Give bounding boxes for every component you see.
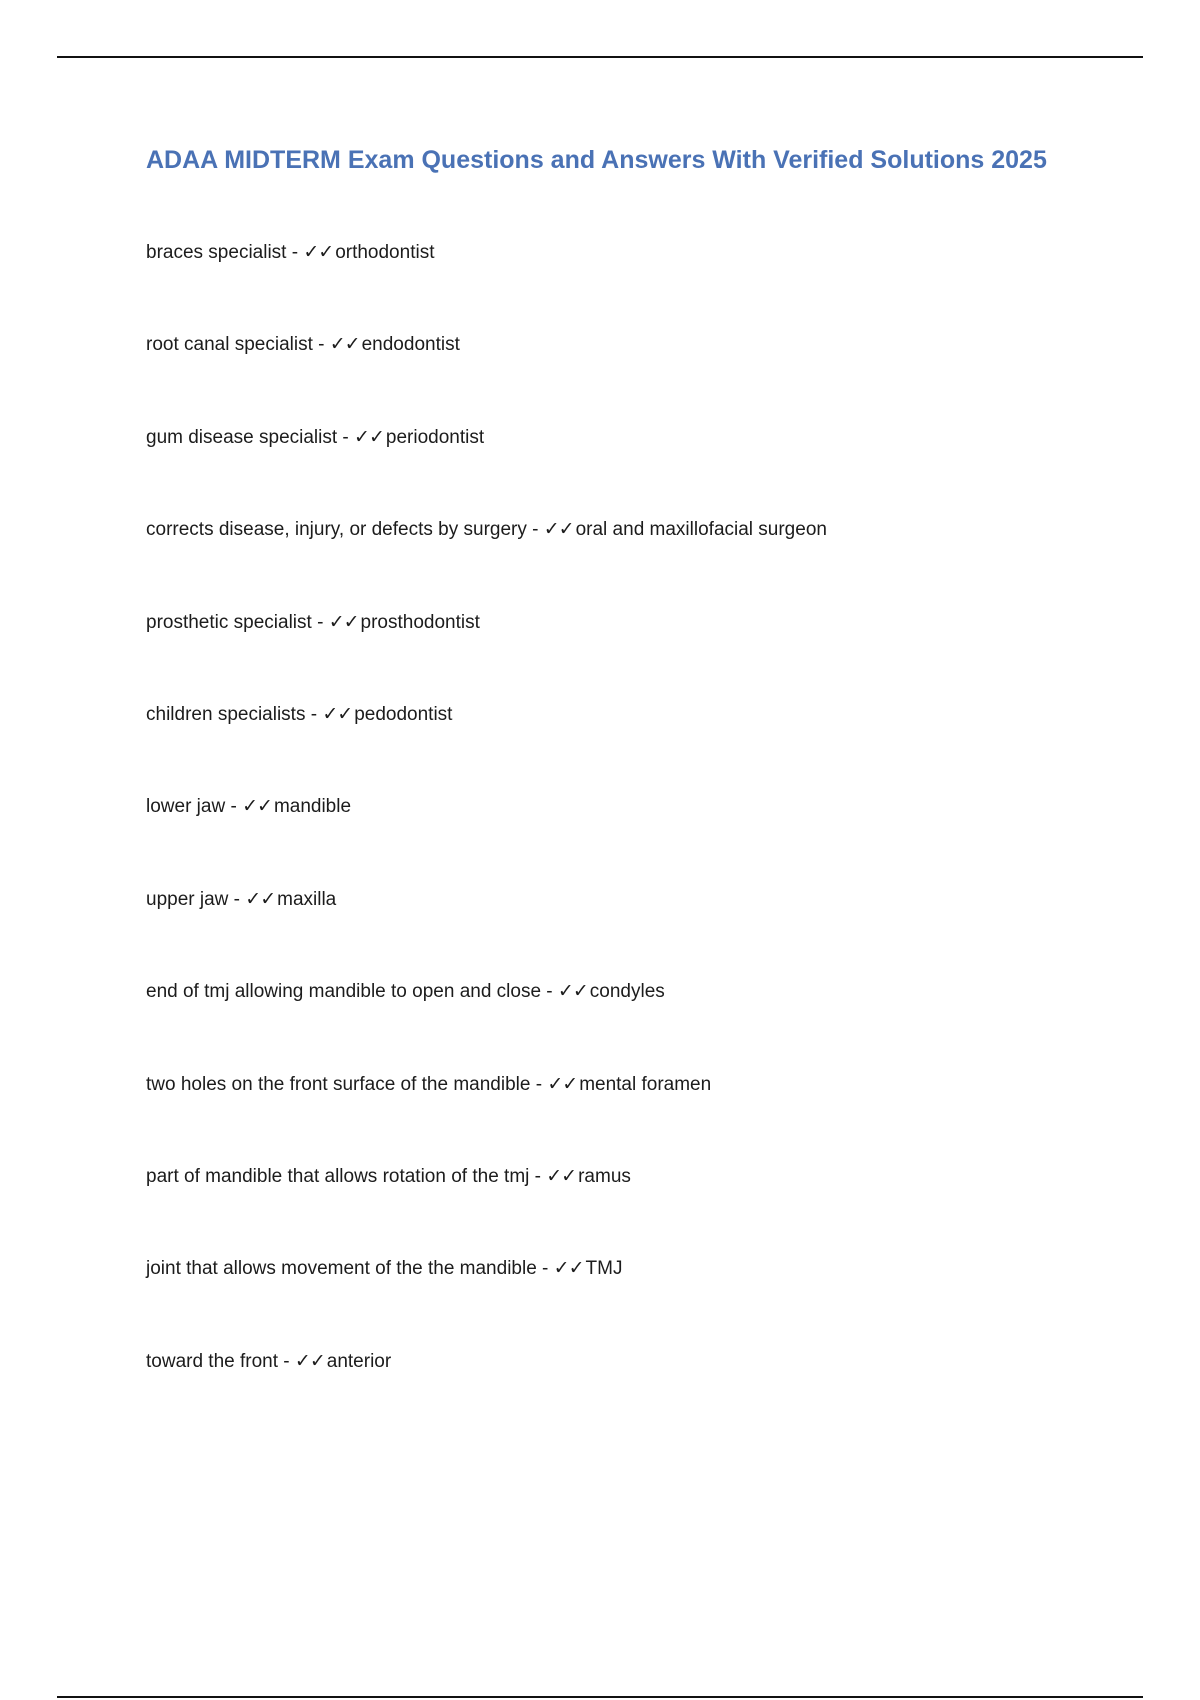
answer-text: oral and maxillofacial surgeon: [575, 519, 827, 541]
answer-text: maxilla: [277, 888, 337, 910]
double-check-icon: ✓✓: [329, 333, 360, 356]
double-check-icon: ✓✓: [303, 241, 334, 263]
qa-item: [146, 1256, 827, 1348]
double-check-icon: ✓✓: [553, 1257, 584, 1280]
double-check-icon: ✓✓: [322, 702, 353, 725]
answer-text: condyles: [589, 981, 665, 1003]
double-check-icon: ✓✓: [354, 425, 384, 448]
separator: -: [337, 426, 355, 448]
qa-item: [146, 332, 827, 424]
qa-item: [146, 887, 827, 979]
answer-text: ramus: [578, 1165, 631, 1187]
qa-item: [146, 1164, 827, 1256]
question-text: corrects disease, injury, or defects by surgery: [146, 519, 527, 541]
question-text: joint that allows movement of the the mandible: [146, 1258, 537, 1280]
separator: -: [311, 611, 329, 633]
separator: -: [526, 519, 544, 541]
question-text: toward the front: [146, 1350, 279, 1372]
separator: -: [529, 1165, 547, 1187]
answer-text: mandible: [273, 796, 352, 818]
separator: -: [530, 1073, 548, 1095]
document-title: ADAA MIDTERM Exam Questions and Answers With Verified Solutions 2025: [146, 146, 1047, 174]
question-text: upper jaw: [146, 888, 229, 910]
qa-item: [146, 425, 827, 517]
question-text: part of mandible that allows rotation of the tmj: [146, 1165, 530, 1187]
qa-item: [146, 794, 827, 886]
double-check-icon: ✓✓: [543, 518, 574, 541]
double-check-icon: ✓✓: [328, 610, 359, 633]
question-text: lower jaw: [146, 796, 226, 818]
separator: -: [541, 981, 558, 1003]
separator: -: [536, 1258, 554, 1280]
qa-item: [146, 610, 827, 702]
separator: -: [278, 1350, 295, 1372]
separator: -: [228, 888, 246, 910]
qa-item: [146, 979, 827, 1071]
answer-text: orthodontist: [335, 242, 435, 263]
answer-text: mental foramen: [579, 1073, 712, 1095]
question-text: gum disease specialist: [146, 426, 338, 448]
question-text: braces specialist: [146, 242, 287, 263]
question-text: prosthetic specialist: [146, 611, 312, 633]
separator: -: [286, 242, 304, 263]
question-text: root canal specialist: [146, 334, 313, 356]
answer-text: prosthodontist: [360, 611, 480, 633]
qa-item: [146, 702, 827, 794]
double-check-icon: ✓✓: [546, 1164, 577, 1187]
double-check-icon: ✓✓: [557, 980, 588, 1003]
question-text: end of tmj allowing mandible to open and close: [146, 981, 542, 1003]
answer-text: TMJ: [585, 1258, 623, 1280]
qa-list: [146, 240, 827, 1441]
double-check-icon: ✓✓: [245, 887, 276, 910]
answer-text: endodontist: [361, 334, 460, 356]
double-check-icon: ✓✓: [242, 795, 272, 818]
separator: -: [305, 703, 323, 725]
double-check-icon: ✓✓: [547, 1072, 578, 1095]
separator: -: [225, 796, 243, 818]
answer-text: anterior: [326, 1350, 392, 1372]
footer-rule: [57, 1696, 1143, 1698]
answer-text: periodontist: [385, 426, 485, 448]
question-text: two holes on the front surface of the mandible: [146, 1073, 531, 1095]
header-rule: [57, 56, 1143, 58]
separator: -: [312, 334, 330, 356]
double-check-icon: ✓✓: [294, 1349, 325, 1372]
qa-item: [146, 1072, 827, 1164]
question-text: children specialists: [146, 703, 306, 725]
qa-item: [146, 1349, 827, 1441]
qa-item: [146, 240, 827, 332]
answer-text: pedodontist: [354, 703, 453, 725]
qa-item: [146, 517, 827, 609]
